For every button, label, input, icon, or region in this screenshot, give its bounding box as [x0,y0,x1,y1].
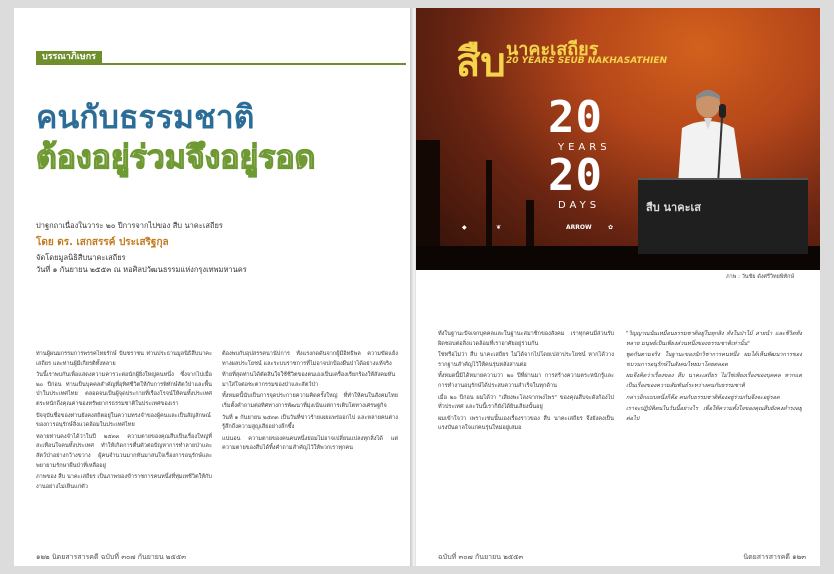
body-column-1 [36,350,212,545]
paragraph: "วิญญาณนั้นเหมือนธรรมชาติอยู่ในทุกสิ่ง ทั้งในป่าไม้ สายน้ำ และชีวิตทั้งหลาย มนุษย์เป็นเพียงส่วนหนึ่งของธรรมชาติเท่านั้น" [626,331,802,347]
years-number: 20 [548,92,603,143]
right-page [416,8,820,566]
intro-date-venue: วันที่ ๑ กันยายน ๒๕๕๓ ณ หอศิลปวัฒนธรรมแห่งกรุงเทพมหานคร [36,265,247,274]
event-subtitle: 20 YEARS SEUB NAKHASATHIEN [506,56,668,66]
years-label: YEARS [558,142,611,153]
author-byline: โดย ดร. เสกสรรค์ ประเสริฐกุล [36,237,169,248]
paragraph: วันนี้เราพบกันเพื่อแสดงความคารวะต่อนักผู้ยิ่งใหญ่คนหนึ่ง ซึ่งจากไปเมื่อ ๒๐ ปีก่อน ท่านเป็นบุคคลสำคัญที่อุทิศชีวิตให้กับการพิทักษ์สัตว์ป่าและพื้นป่าในประเทศไทย ตลอดจนเป็นผู้จุดประกายที่เรืองโรจน์ให้คนทั้งประเทศตระหนักถึงคุณค่าของทรัพยากรธรรมชาติในประเทศของเรา [36,372,212,407]
event-title-surname: นาคะเสถียร [506,39,599,60]
days-number: 20 [548,150,603,201]
paragraph: พูดกันตามจริง ในฐานะของนักวิชาการคนหนึ่ง ผมได้เห็นพัฒนาการของขบวนการอนุรักษ์ในสังคมไทยมาโดยตลอด [626,352,802,368]
paragraph: ทั้งในฐานะปัจเจกบุคคลและในฐานะสมาชิกของสังคม เราทุกคนมีส่วนรับผิดชอบต่อสิ่งแวดล้อมที่เราอาศัยอยู่ร่วมกัน [438,331,614,347]
page-footer-right: นิตยสารสารคดี ๑๒๓ [743,553,806,561]
event-title-seub: สืบ [456,40,506,86]
page-footer-left: ๑๒๒ นิตยสารสารคดี ฉบับที่ ๓๐๗ กันยายน ๒๕๕๓ [36,553,186,561]
paragraph: ท่านผู้ผนมกรรมการพรรคไทยรักษ์ ปันชราชน ท่านประธานมูลนิธิสืบนาคะเสถียร และท่านผู้มีเกียรติทั้งหลาย [36,351,212,367]
sponsor-logo-icon: ❦ [496,224,502,231]
paragraph: วันที่ ๑ กันยายน ๒๕๓๓ เป็นวันที่ข่าวร้ายเผยแพร่ออกไป และหลายคนต่างรู้สึกถึงความสูญเสียอย่างลึกซึ้ง [222,414,398,431]
paragraph: ผมเข้าใจว่า เพราะเช่นนั้นเองเรื่องราวของ สืบ นาคะเสถียร จึงยังคงเป็นแรงบันดาลใจแก่คนรุ่นใหม่อยู่เสมอ [438,415,614,432]
intro-occasion: ปาฐกถาเนื่องในวาระ ๒๐ ปีการจากไปของ สืบ นาคะเสถียร [36,221,223,230]
paragraph: ทั้งหมดนี้มิได้หมายความว่า ๒๐ ปีที่ผ่านมา การสร้างความตระหนักรู้และการทำงานอนุรักษ์ได้ประสบความสำเร็จในทุกด้าน [438,373,614,389]
microphone-icon [716,104,736,184]
body-column-4 [626,330,802,545]
paragraph: ท้ายที่สุดท่านได้ตัดสินใจใช้ชีวิตของตนเองเป็นเครื่องเรียกร้องให้สังคมหันมาใส่ใจต่อชะตากรรมของป่าและสัตว์ป่า [222,372,396,388]
headline-line-2: ต้องอยู่ร่วมจึงอยู่รอด [36,138,316,176]
photo-caption: ภาพ : วันชัย ดังศรีวิทยพิทักษ์ [726,274,795,280]
sponsor-logo-icon: ✿ [608,224,614,231]
podium [638,178,808,254]
left-page [14,8,412,566]
paragraph: ภาพของ สืบ นาคะเสถียร เป็นภาพของข้าราชการคนหนึ่งที่ทุ่มเทชีวิตให้กับงานอย่างไม่เห็นแก่ตัว [36,474,212,490]
headline-line-1: คนกับธรรมชาติ [36,98,255,136]
paragraph: หลายท่านคงจำได้ว่าในปี ๒๕๓๓ ความตายของคุณสืบเป็นเรื่องใหญ่ที่สะเทือนใจคนทั้งประเทศ ทำให้เกิดการตื่นตัวต่อปัญหาการทำลายป่าและสัตว์ป่าอย่างกว้างขวาง ผู้คนจำนวนมากหันมาสนใจเรื่องการอนุรักษ์และพยายามรักษาผืนป่าที่เหลืออยู่ [36,433,212,469]
paragraph: ใช่หรือไม่ว่า สืบ นาคะเสถียร ไม่ได้จากไปโดยเปล่าประโยชน์ หากได้วางรากฐานสำคัญไว้ให้คนรุ่นหลังสานต่อ [438,352,614,368]
podium-sign: สืบ นาคะเส [646,201,701,214]
paragraph: กล่าวอีกแบบหนึ่งก็คือ คนกับธรรมชาติต้องอยู่ร่วมกันจึงจะอยู่รอด [626,394,780,401]
body-column-2 [222,350,398,545]
speaker-figure [666,84,750,184]
paragraph: เราจะปฏิบัติตนในวันนี้อย่างไร เพื่อให้ความตั้งใจของคุณสืบยังคงดำรงอยู่ต่อไป [626,406,802,422]
body-column-3 [438,330,614,545]
paragraph: เมื่อ ๒๐ ปีก่อน ผมได้ว่า "เสียงพะโลงจากพงไพร" ของคุณสืบจะดังก้องไปทั่วประเทศ และวันนี้เราก็ยังได้ยินเสียงนั้นอยู่ [438,394,614,411]
paragraph: ต้องพบกับอุปสรรคนานัปการ ทั้งแรงกดดันจากผู้มีอิทธิพล ความขัดแย้งทางผลประโยชน์ และระบบราชการที่ไม่อาจปกป้องผืนป่าได้อย่างแท้จริง [222,351,398,367]
event-photo [416,8,820,270]
page-footer-issue: ฉบับที่ ๓๐๗ กันยายน ๒๕๕๓ [438,553,524,561]
paragraph: ทั้งหมดนี้นับเป็นการจุดประกายความคิดครั้งใหญ่ ที่ทำให้คนในสังคมไทยเริ่มตั้งคำถามต่อทิศทางการพัฒนาที่มุ่งเน้นแต่การเติบโตทางเศรษฐกิจ [222,393,398,409]
paragraph: แน่นอน ความตายของคนคนหนึ่งย่อมไม่อาจเปลี่ยนแปลงทุกสิ่งได้ แต่ความตายของสืบได้ทิ้งคำถามสำคัญไว้ให้พวกเราทุกคน [222,435,398,452]
kicker-rule [36,63,406,65]
section-kicker: บรรณาภิเษกร [36,51,102,64]
sponsor-logo-arrow: ARROW [566,224,592,231]
paragraph: ผมจึงคิดว่าเรื่องของ สืบ นาคะเสถียร ไม่ใช่เพียงเรื่องของบุคคล หากแต่เป็นเรื่องของความสัมพันธ์ระหว่างคนกับธรรมชาติ [626,373,802,389]
days-label: DAYS [558,200,601,211]
paragraph: ปัจจุบันชื่อของท่านยังคงสถิตอยู่ในความทรงจำของผู้คนและเป็นสัญลักษณ์ของการอนุรักษ์สิ่งแวดล้อมในประเทศไทย [36,412,211,429]
intro-organizer: จัดโดยมูลนิธิสืบนาคะเสถียร [36,253,126,262]
sponsor-logo-icon: ◆ [462,224,467,231]
